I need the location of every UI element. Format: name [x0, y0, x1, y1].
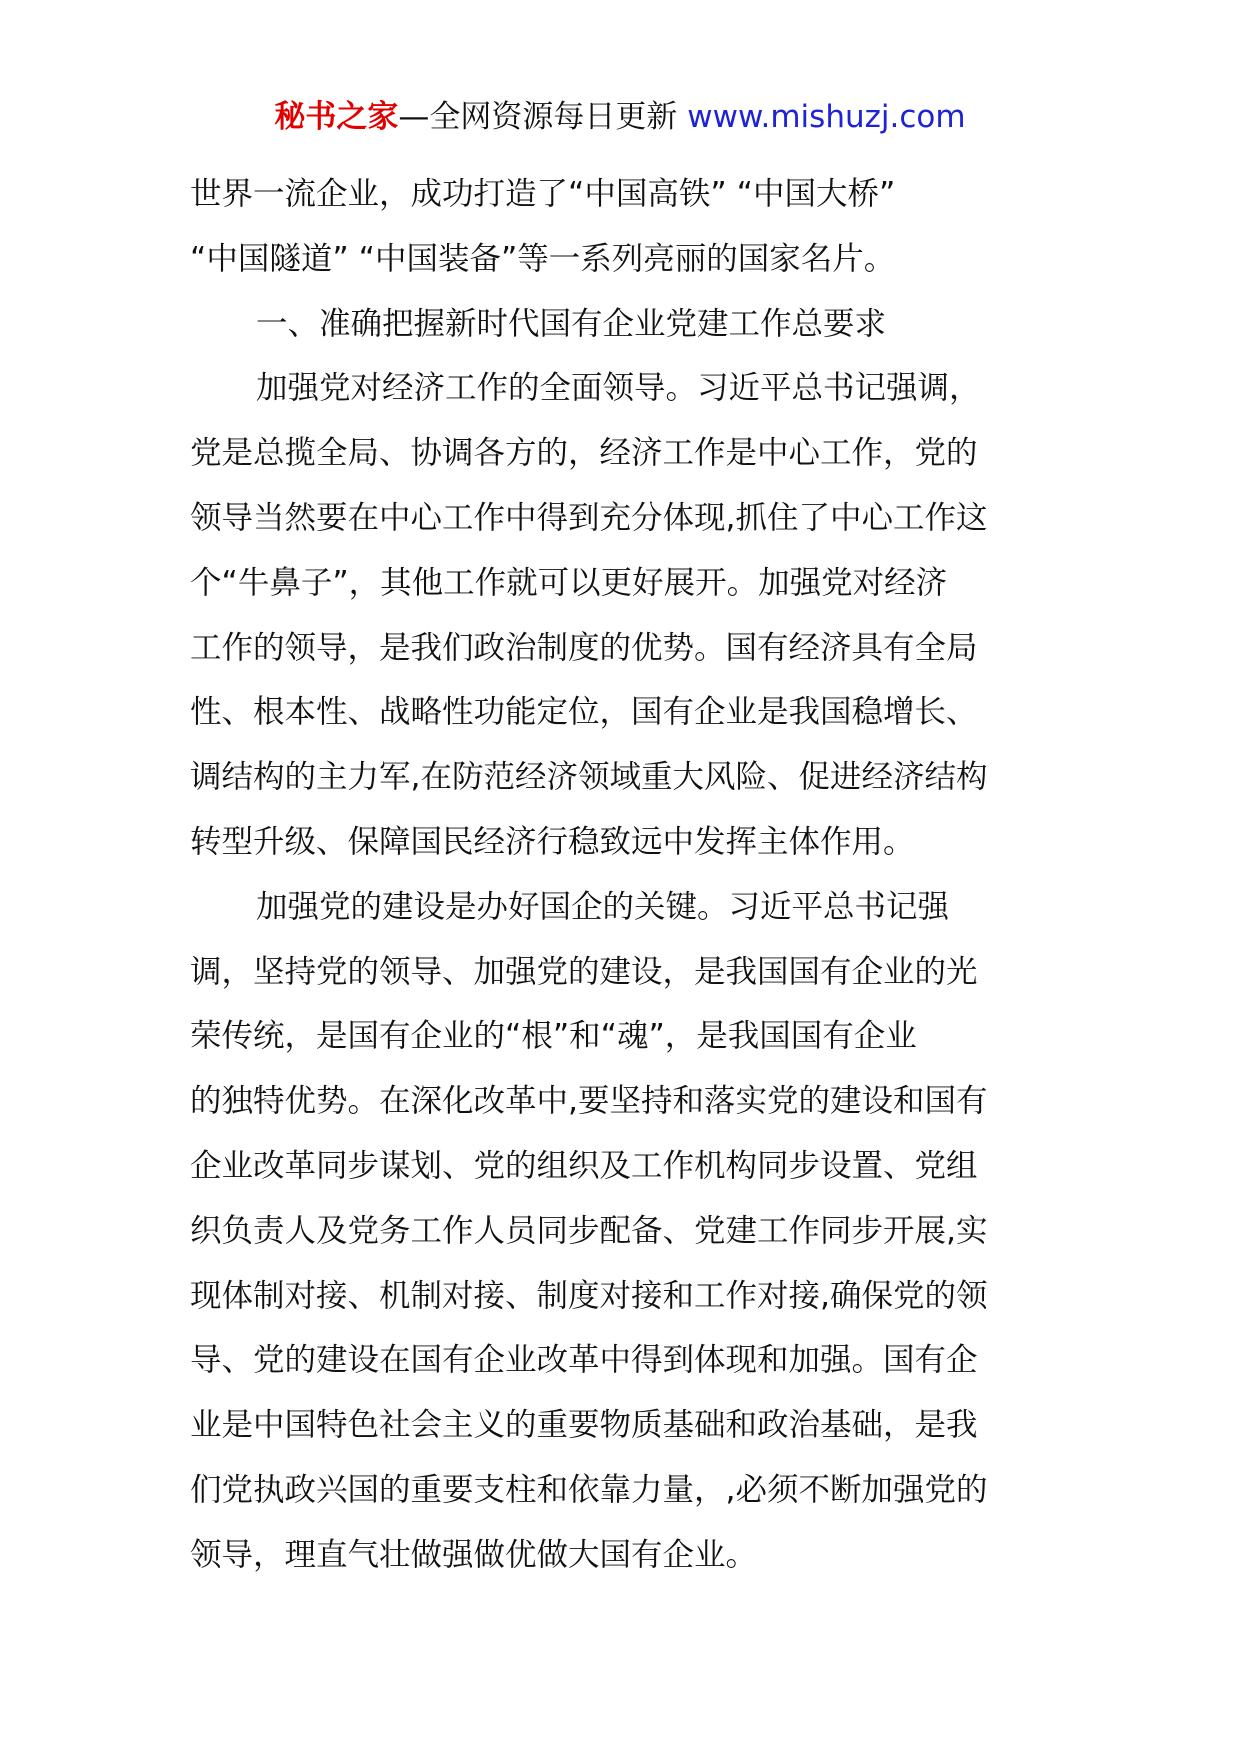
- document-body: [190, 162, 1058, 1588]
- text-line: 织负责人及党务工作人员同步配备、党建工作同步开展,实: [190, 1212, 988, 1249]
- text-line: 世界一流企业，成功打造了“中国高铁” “中国大桥”: [190, 176, 896, 212]
- text-line: 调结构的主力军,在防范经济领域重大风险、促进经济结构: [190, 759, 988, 796]
- text-line: 工作的领导，是我们政治制度的优势。国有经济具有全局: [190, 629, 978, 666]
- text-line: 一、准确把握新时代国有企业党建工作总要求: [256, 305, 887, 342]
- text-line: 们党执政兴国的重要支柱和依靠力量，,必须不断加强党的: [190, 1471, 988, 1508]
- text-line: 现体制对接、机制对接、制度对接和工作对接,确保党的领: [190, 1277, 988, 1314]
- text-line: 性、根本性、战略性功能定位，国有企业是我国稳增长、: [190, 694, 978, 731]
- text-line: 领导，理直气壮做强做优做大国有企业。: [190, 1536, 758, 1573]
- text-line: 的独特优势。在深化改革中,要坚持和落实党的建设和国有: [190, 1083, 988, 1120]
- text-line: 党是总揽全局、协调各方的，经济工作是中心工作，党的: [190, 435, 978, 472]
- text-line: “中国隧道” “中国装备”等一系列亮丽的国家名片。: [190, 240, 896, 277]
- header-tagline: —全网资源每日更新: [398, 99, 688, 135]
- watermark-header: [0, 97, 1240, 137]
- text-line: 荣传统，是国有企业的“根”和“魂”，是我国国有企业: [190, 1018, 917, 1055]
- text-line: 调，坚持党的领导、加强党的建设，是我国国有企业的光: [190, 953, 978, 990]
- brand-name: 秘书之家: [274, 99, 399, 135]
- text-line: 业是中国特色社会主义的重要物质基础和政治基础，是我: [190, 1407, 978, 1444]
- site-url[interactable]: www.mishuzj.com: [687, 99, 966, 135]
- text-line: 加强党对经济工作的全面领导。习近平总书记强调，: [256, 370, 981, 407]
- text-line: 领导当然要在中心工作中得到充分体现,抓住了中心工作这: [190, 499, 988, 536]
- text-line: 导、党的建设在国有企业改革中得到体现和加强。国有企: [190, 1342, 978, 1379]
- text-line: 转型升级、保障国民经济行稳致远中发挥主体作用。: [190, 823, 915, 860]
- text-line: 企业改革同步谋划、党的组织及工作机构同步设置、党组: [190, 1147, 978, 1184]
- text-line: 个“牛鼻子”，其他工作就可以更好展开。加强党对经济: [190, 564, 948, 601]
- text-line: 加强党的建设是办好国企的关键。习近平总书记强: [256, 888, 950, 925]
